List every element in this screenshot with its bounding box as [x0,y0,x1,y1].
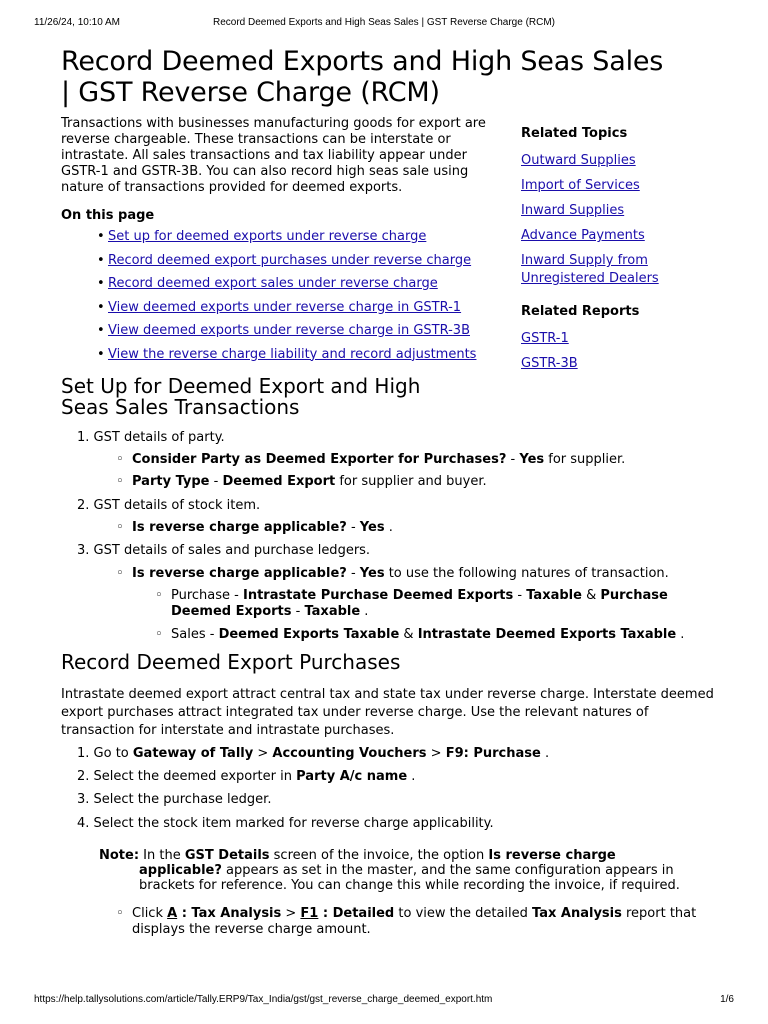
setup-step-2a: ◦ Is reverse charge applicable? - Yes . [116,520,393,536]
article [61,46,721,937]
link-record-sales[interactable]: Record deemed export sales under reverse charge [108,276,438,291]
link-view-gstr1[interactable]: View deemed exports under reverse charge in GSTR-1 [108,299,462,315]
list-item [97,323,491,339]
list-item [97,276,491,292]
intro-column [61,116,491,380]
note-label: Note: [99,848,140,863]
setup-sales-natures: ◦ Sales - Deemed Exports Taxable & Intrastate Deemed Exports Taxable . [155,627,684,643]
link-view-gstr3b[interactable]: View deemed exports under reverse charge in GSTR-3B [108,323,470,338]
on-this-page-list [61,229,491,363]
note-box: Note: In the GST Details screen of the invoice, the option Is reverse charge applicable? appears as set in the master, and the same configuration appears in brackets for reference. You can change this while recording the invoice, if required. [99,848,680,893]
purchases-intro: Intrastate deemed export attract central tax and state tax under reverse charge. Interstate deemed export purchases attract integrated tax under reverse charge. Use the relevant natures of transaction for interstate and intrastate purchases. [61,687,714,738]
shortcut-key-f1: F1 [300,906,319,921]
list-item [97,347,491,363]
report-gstr1[interactable]: GSTR-1 [521,331,569,346]
setup-step-1: 1. GST details of party. [77,430,225,445]
setup-step-3: 3. GST details of sales and purchase ledgers. [77,543,371,558]
setup-purchase-natures: ◦ Purchase - Intrastate Purchase Deemed Exports - Taxable & Purchase Deemed Exports - Taxable . [155,588,711,620]
topic-inward-supply-unregistered[interactable]: Inward Supply from Unregistered Dealers [521,253,659,286]
topic-import-of-services[interactable]: Import of Services [521,178,640,193]
setup-section-title: Set Up for Deemed Export and High Seas Sales Transactions [61,374,421,419]
link-setup[interactable]: Set up for deemed exports under reverse charge [108,229,427,244]
purchase-step-3: 3. Select the purchase ledger. [77,792,272,807]
purchase-step-2: 2. Select the deemed exporter in Party A/c name . [77,769,416,784]
tax-analysis-tip: ◦ Click A : Tax Analysis > F1 : Detailed to view the detailed Tax Analysis report that displays the reverse charge amount. [116,906,732,938]
link-record-purchases[interactable]: Record deemed export purchases under reverse charge [108,252,472,268]
topic-outward-supplies[interactable]: Outward Supplies [521,153,636,168]
list-item [97,253,491,269]
intro-paragraph: Transactions with businesses manufacturing goods for export are reverse chargeable. These transactions can be interstate or intrastate. All sales transactions and tax liability appear under GSTR-1 and GSTR-3B. You can also record high seas sale using nature of transactions provided for deemed exports. [61,116,486,195]
page-title: Record Deemed Exports and High Seas Sales | GST Reverse Charge (RCM) [61,46,664,108]
sidebar [521,116,721,380]
purchases-section-title: Record Deemed Export Purchases [61,650,401,674]
setup-step-1a: ◦ Consider Party as Deemed Exporter for Purchases? - Yes for supplier. [116,452,625,468]
print-header [34,17,734,28]
purchase-step-4: 4. Select the stock item marked for reverse charge applicability. [77,816,494,831]
shortcut-key-a: A [167,906,178,921]
list-item [97,300,491,316]
setup-step-3a: ◦ Is reverse charge applicable? - Yes to use the following natures of transaction. [116,566,669,582]
related-reports-heading: Related Reports [521,304,640,319]
report-gstr3b[interactable]: GSTR-3B [521,356,578,371]
setup-step-1b: ◦ Party Type - Deemed Export for supplier and buyer. [116,474,487,490]
on-this-page-heading: On this page [61,208,155,223]
print-url: https://help.tallysolutions.com/article/Tally.ERP9/Tax_India/gst/gst_reverse_charge_deemed_export.htm [34,994,493,1005]
link-view-liability[interactable]: View the reverse charge liability and record adjustments [108,346,477,362]
related-topics-heading: Related Topics [521,126,628,141]
topic-inward-supplies[interactable]: Inward Supplies [521,203,625,218]
setup-step-2: 2. GST details of stock item. [77,498,261,513]
print-datetime: 11/26/24, 10:10 AM [34,17,120,28]
print-footer [34,994,734,1005]
print-doc-title: Record Deemed Exports and High Seas Sales | GST Reverse Charge (RCM) [213,17,555,28]
list-item [97,229,491,245]
print-page-number: 1/6 [720,994,734,1005]
purchase-step-1: 1. Go to Gateway of Tally > Accounting Vouchers > F9: Purchase . [77,746,550,761]
topic-advance-payments[interactable]: Advance Payments [521,228,645,243]
